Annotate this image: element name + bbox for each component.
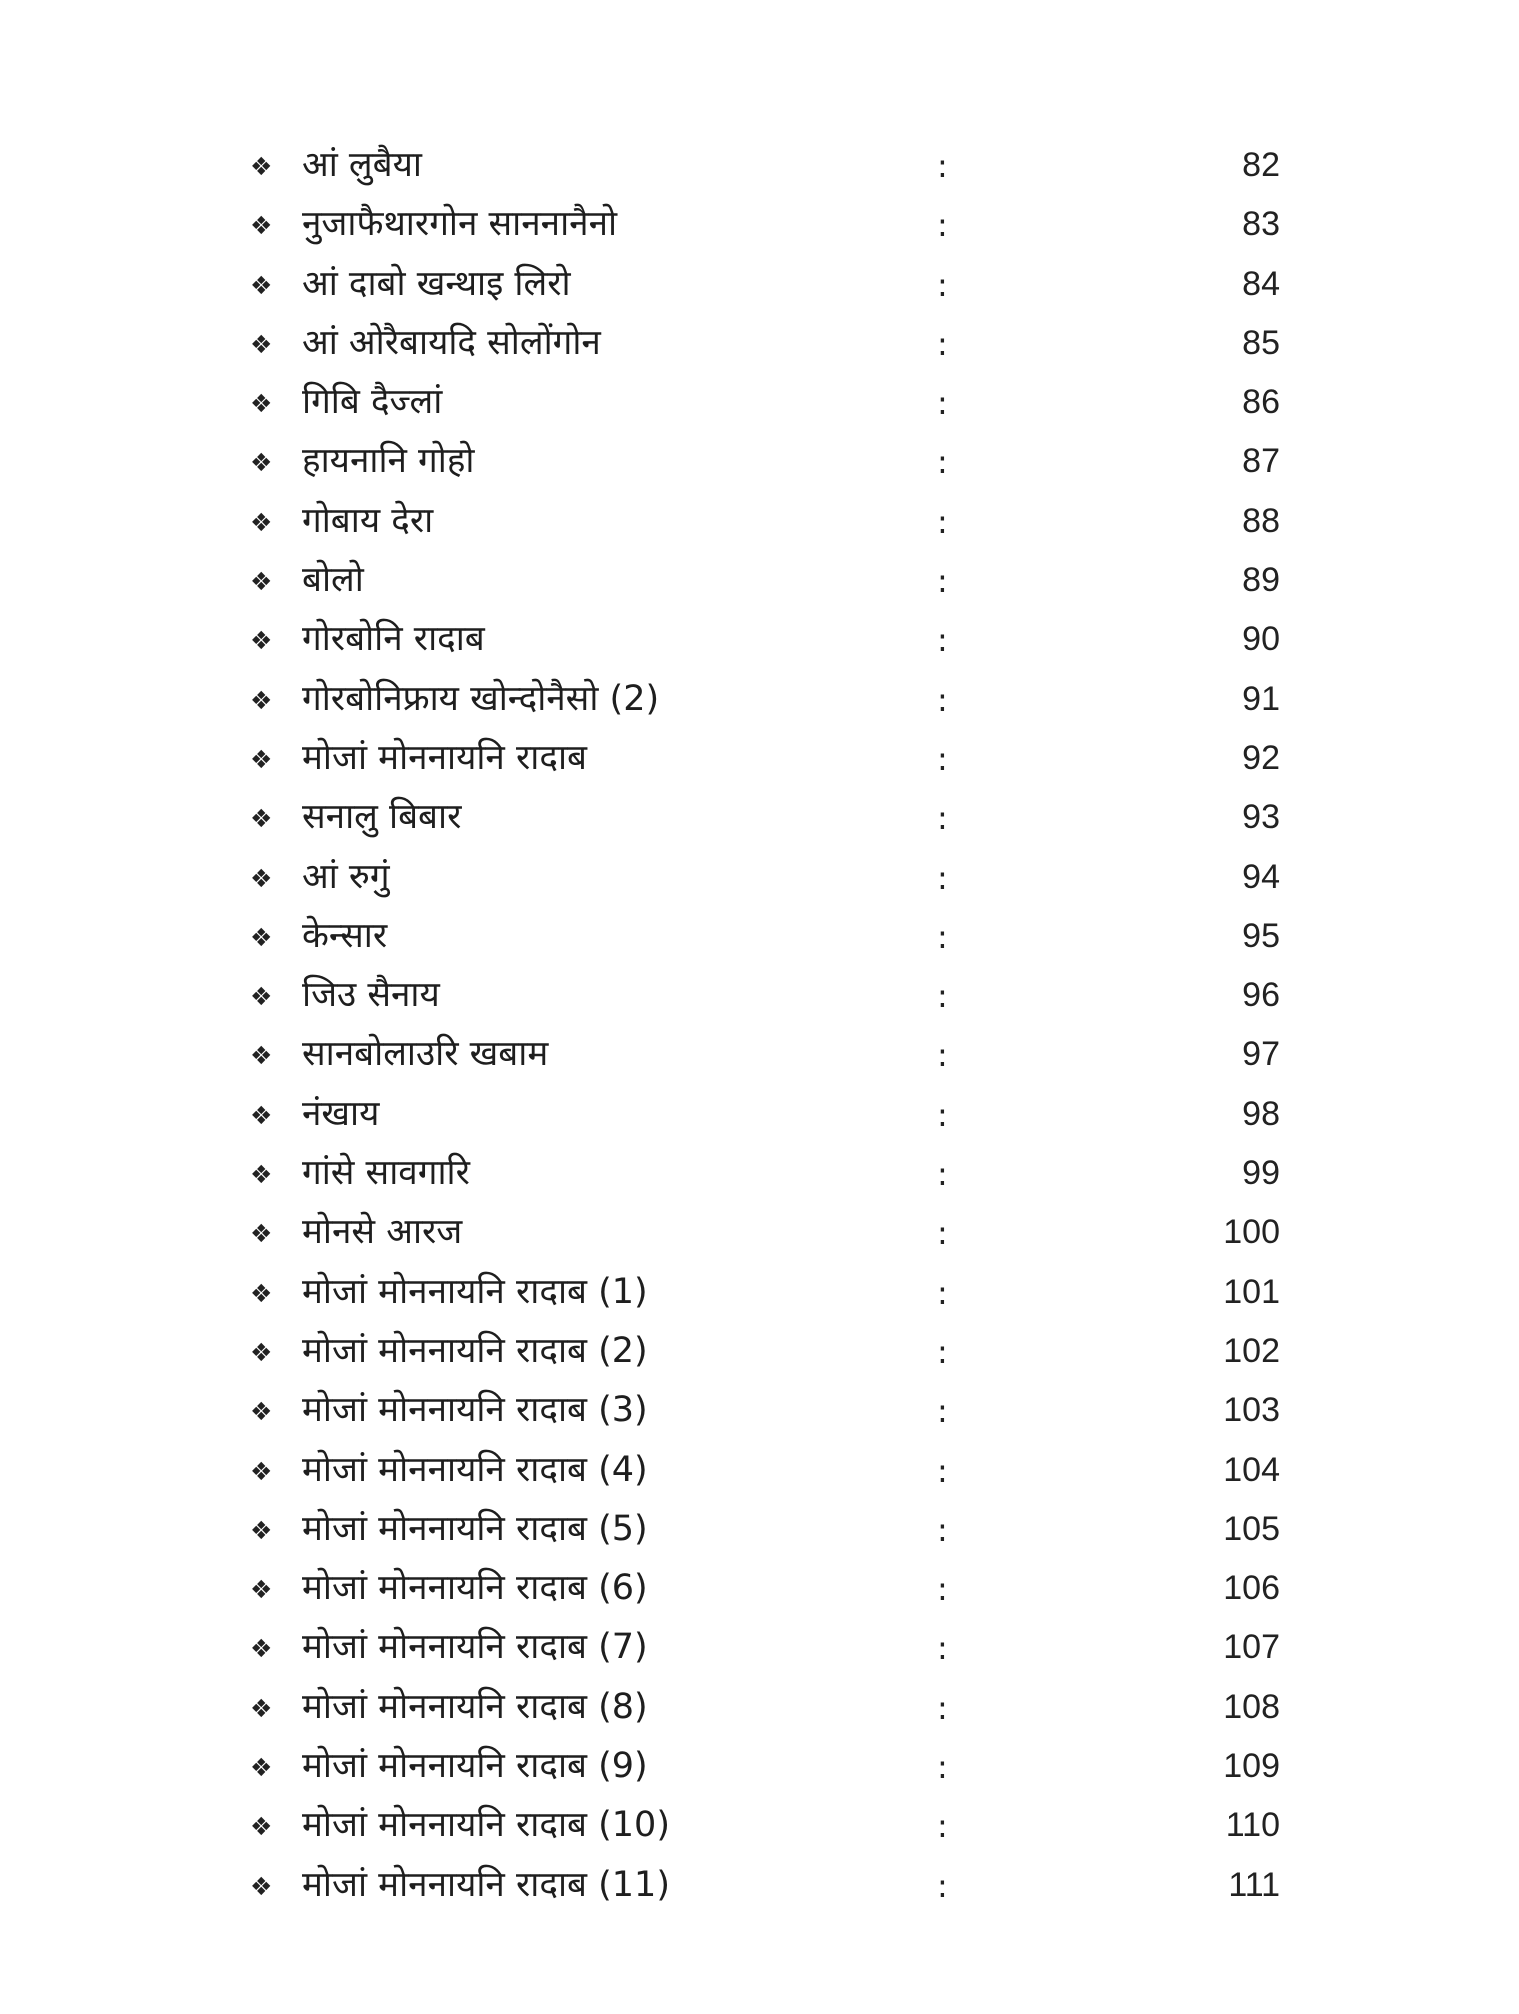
toc-entry: [0, 1798, 1519, 1857]
toc-entry-separator: :: [937, 621, 948, 660]
toc-entry: [0, 612, 1519, 671]
toc-entry-separator: :: [937, 977, 948, 1016]
toc-entry-title: गोरबोनिफ्राय खोन्दोनैसो (2): [302, 678, 660, 719]
toc-entry-title: मोजां मोननायनि रादाब (8): [302, 1686, 648, 1727]
toc-entry: [0, 1561, 1519, 1620]
toc-entry-title: मोजां मोननायनि रादाब (3): [302, 1390, 648, 1431]
toc-entry: [0, 1087, 1519, 1146]
toc-entry-title: मोजां मोननायनि रादाब (6): [302, 1568, 648, 1609]
toc-entry-separator: :: [937, 799, 948, 838]
toc-entry-page-number: 86: [1242, 383, 1280, 422]
diamond-bullet-icon: ❖: [250, 1693, 273, 1723]
toc-entry: [0, 553, 1519, 612]
toc-entry: [0, 197, 1519, 256]
toc-entry: [0, 909, 1519, 968]
toc-entry-page-number: 107: [1223, 1628, 1280, 1667]
toc-entry-title: आं रुगुं: [302, 856, 390, 897]
toc-entry-page-number: 88: [1242, 501, 1280, 540]
toc-entry-separator: :: [937, 502, 948, 541]
toc-entry-separator: :: [937, 1570, 948, 1609]
toc-entry-separator: :: [937, 858, 948, 897]
diamond-bullet-icon: ❖: [250, 863, 273, 893]
toc-entry: [0, 1858, 1519, 1917]
toc-entry-separator: :: [937, 917, 948, 956]
toc-entry-separator: :: [937, 1688, 948, 1727]
toc-entry-separator: :: [937, 1036, 948, 1075]
toc-entry-separator: :: [937, 1451, 948, 1490]
toc-entry-separator: :: [937, 1866, 948, 1905]
toc-entry-separator: :: [937, 1629, 948, 1668]
diamond-bullet-icon: ❖: [250, 329, 273, 359]
toc-entry: [0, 1265, 1519, 1324]
toc-entry-page-number: 99: [1242, 1154, 1280, 1193]
toc-entry-page-number: 110: [1225, 1806, 1280, 1845]
diamond-bullet-icon: ❖: [250, 507, 273, 537]
toc-entry: [0, 1205, 1519, 1264]
toc-entry-page-number: 101: [1223, 1272, 1280, 1311]
toc-entry: [0, 790, 1519, 849]
toc-entry-title: सनालु बिबार: [302, 797, 462, 838]
diamond-bullet-icon: ❖: [250, 744, 273, 774]
toc-entry: [0, 1146, 1519, 1205]
toc-entry-page-number: 97: [1242, 1035, 1280, 1074]
toc-entry-page-number: 102: [1223, 1331, 1280, 1370]
toc-entry-separator: :: [937, 1392, 948, 1431]
toc-entry-title: मोजां मोननायनि रादाब (10): [302, 1805, 670, 1846]
diamond-bullet-icon: ❖: [250, 1515, 273, 1545]
diamond-bullet-icon: ❖: [250, 1634, 273, 1664]
toc-entry: [0, 494, 1519, 553]
diamond-bullet-icon: ❖: [250, 389, 273, 419]
toc-entry: [0, 1502, 1519, 1561]
toc-entry-page-number: 82: [1242, 146, 1280, 184]
diamond-bullet-icon: ❖: [250, 1397, 273, 1427]
toc-entry-title: मोजां मोननायनि रादाब (2): [302, 1330, 648, 1371]
toc-entry: [0, 850, 1519, 909]
toc-entry: [0, 968, 1519, 1027]
toc-entry-separator: :: [937, 1273, 948, 1312]
toc-entry-page-number: 98: [1242, 1094, 1280, 1133]
toc-entry-separator: :: [937, 1807, 948, 1846]
toc-entry-separator: :: [937, 680, 948, 719]
toc-entry-title: गोबाय देरा: [302, 500, 434, 541]
toc-entry-title: मोजां मोननायनि रादाब (1): [302, 1271, 648, 1312]
toc-entry: [0, 1027, 1519, 1086]
toc-entry-page-number: 89: [1242, 561, 1280, 600]
toc-entry-title: मोजां मोननायनि रादाब (11): [302, 1864, 670, 1905]
toc-entry: [0, 731, 1519, 790]
diamond-bullet-icon: ❖: [250, 1160, 273, 1190]
toc-entry-title: गांसे सावगारि: [302, 1153, 470, 1194]
toc-entry-separator: :: [937, 1214, 948, 1253]
toc-entry-page-number: 94: [1242, 857, 1280, 896]
diamond-bullet-icon: ❖: [250, 1753, 273, 1783]
toc-entry-page-number: 100: [1223, 1213, 1280, 1252]
diamond-bullet-icon: ❖: [250, 270, 273, 300]
toc-entry-page-number: 111: [1228, 1865, 1280, 1904]
toc-entry-title: नुजाफैथारगोन साननानैनो: [302, 204, 618, 245]
toc-entry-page-number: 91: [1242, 679, 1280, 718]
toc-entry-title: मोजां मोननायनि रादाब (5): [302, 1508, 648, 1549]
diamond-bullet-icon: ❖: [250, 1456, 273, 1486]
toc-entry-title: मोजां मोननायनि रादाब (9): [302, 1746, 648, 1787]
toc-entry-title: बोलो: [302, 560, 364, 601]
toc-entry-page-number: 96: [1242, 976, 1280, 1015]
diamond-bullet-icon: ❖: [250, 626, 273, 656]
diamond-bullet-icon: ❖: [250, 152, 273, 181]
diamond-bullet-icon: ❖: [250, 567, 273, 597]
toc-entry-title: आं दाबो खन्थाइ लिरो: [302, 263, 571, 304]
toc-entry-separator: :: [937, 739, 948, 778]
diamond-bullet-icon: ❖: [250, 922, 273, 952]
diamond-bullet-icon: ❖: [250, 1337, 273, 1367]
toc-entry-separator: :: [937, 1095, 948, 1134]
toc-entry-separator: :: [937, 1332, 948, 1371]
toc-entry-title: मोनसे आरज: [302, 1212, 463, 1253]
toc-entry-title: मोजां मोननायनि रादाब: [302, 737, 587, 778]
toc-entry: [0, 1443, 1519, 1502]
toc-entry-page-number: 109: [1223, 1747, 1280, 1786]
toc-entry-title: सानबोलाउरि खबाम: [302, 1034, 549, 1075]
toc-entry: [0, 257, 1519, 316]
toc-entry-page-number: 92: [1242, 738, 1280, 777]
diamond-bullet-icon: ❖: [250, 1278, 273, 1308]
toc-entry: [0, 1680, 1519, 1739]
diamond-bullet-icon: ❖: [250, 1219, 273, 1249]
toc-entry-title: नंखाय: [302, 1093, 380, 1134]
toc-entry-separator: :: [937, 1510, 948, 1549]
toc-entry-title: आं ओरैबायदि सोलोंगोन: [302, 322, 601, 363]
toc-entry: [0, 1620, 1519, 1679]
toc-entry-title: आं लुबैया: [302, 145, 422, 185]
toc-entry-separator: :: [937, 562, 948, 601]
toc-entry-separator: :: [937, 206, 948, 245]
toc-entry-page-number: 83: [1242, 205, 1280, 244]
toc-entry-separator: :: [937, 384, 948, 423]
table-of-contents: [0, 138, 1519, 1917]
toc-entry-separator: :: [937, 147, 948, 185]
diamond-bullet-icon: ❖: [250, 685, 273, 715]
toc-entry-page-number: 90: [1242, 620, 1280, 659]
diamond-bullet-icon: ❖: [250, 1812, 273, 1842]
toc-entry-title: गोरबोनि रादाब: [302, 619, 485, 660]
toc-entry: [0, 1739, 1519, 1798]
toc-entry-page-number: 87: [1242, 442, 1280, 481]
toc-entry-title: गिबि दैज्लां: [302, 382, 443, 423]
toc-entry: [0, 375, 1519, 434]
toc-entry-separator: :: [937, 1155, 948, 1194]
toc-entry: [0, 316, 1519, 375]
toc-entry: [0, 672, 1519, 731]
toc-entry-title: हायनानि गोहो: [302, 441, 475, 482]
diamond-bullet-icon: ❖: [250, 1871, 273, 1901]
toc-entry-page-number: 84: [1242, 264, 1280, 303]
toc-entry-title: केन्सार: [302, 915, 388, 956]
toc-entry-title: जिउ सैनाय: [302, 975, 440, 1016]
toc-entry-page-number: 108: [1223, 1687, 1280, 1726]
diamond-bullet-icon: ❖: [250, 1100, 273, 1130]
toc-entry-separator: :: [937, 265, 948, 304]
toc-entry: [0, 434, 1519, 493]
toc-entry-title: मोजां मोननायनि रादाब (7): [302, 1627, 648, 1668]
toc-entry-page-number: 106: [1223, 1569, 1280, 1608]
toc-entry: [0, 1383, 1519, 1442]
toc-entry-page-number: 85: [1242, 323, 1280, 362]
diamond-bullet-icon: ❖: [250, 1041, 273, 1071]
diamond-bullet-icon: ❖: [250, 1575, 273, 1605]
toc-entry-page-number: 105: [1223, 1509, 1280, 1548]
toc-entry-page-number: 104: [1223, 1450, 1280, 1489]
toc-entry-page-number: 93: [1242, 798, 1280, 837]
toc-entry: [0, 1324, 1519, 1383]
diamond-bullet-icon: ❖: [250, 804, 273, 834]
toc-entry-separator: :: [937, 1748, 948, 1787]
toc-entry-separator: :: [937, 324, 948, 363]
diamond-bullet-icon: ❖: [250, 211, 273, 241]
toc-entry-page-number: 103: [1223, 1391, 1280, 1430]
toc-entry-separator: :: [937, 443, 948, 482]
diamond-bullet-icon: ❖: [250, 448, 273, 478]
diamond-bullet-icon: ❖: [250, 982, 273, 1012]
toc-entry-title: मोजां मोननायनि रादाब (4): [302, 1449, 648, 1490]
toc-entry-page-number: 95: [1242, 916, 1280, 955]
toc-entry: [0, 138, 1519, 197]
